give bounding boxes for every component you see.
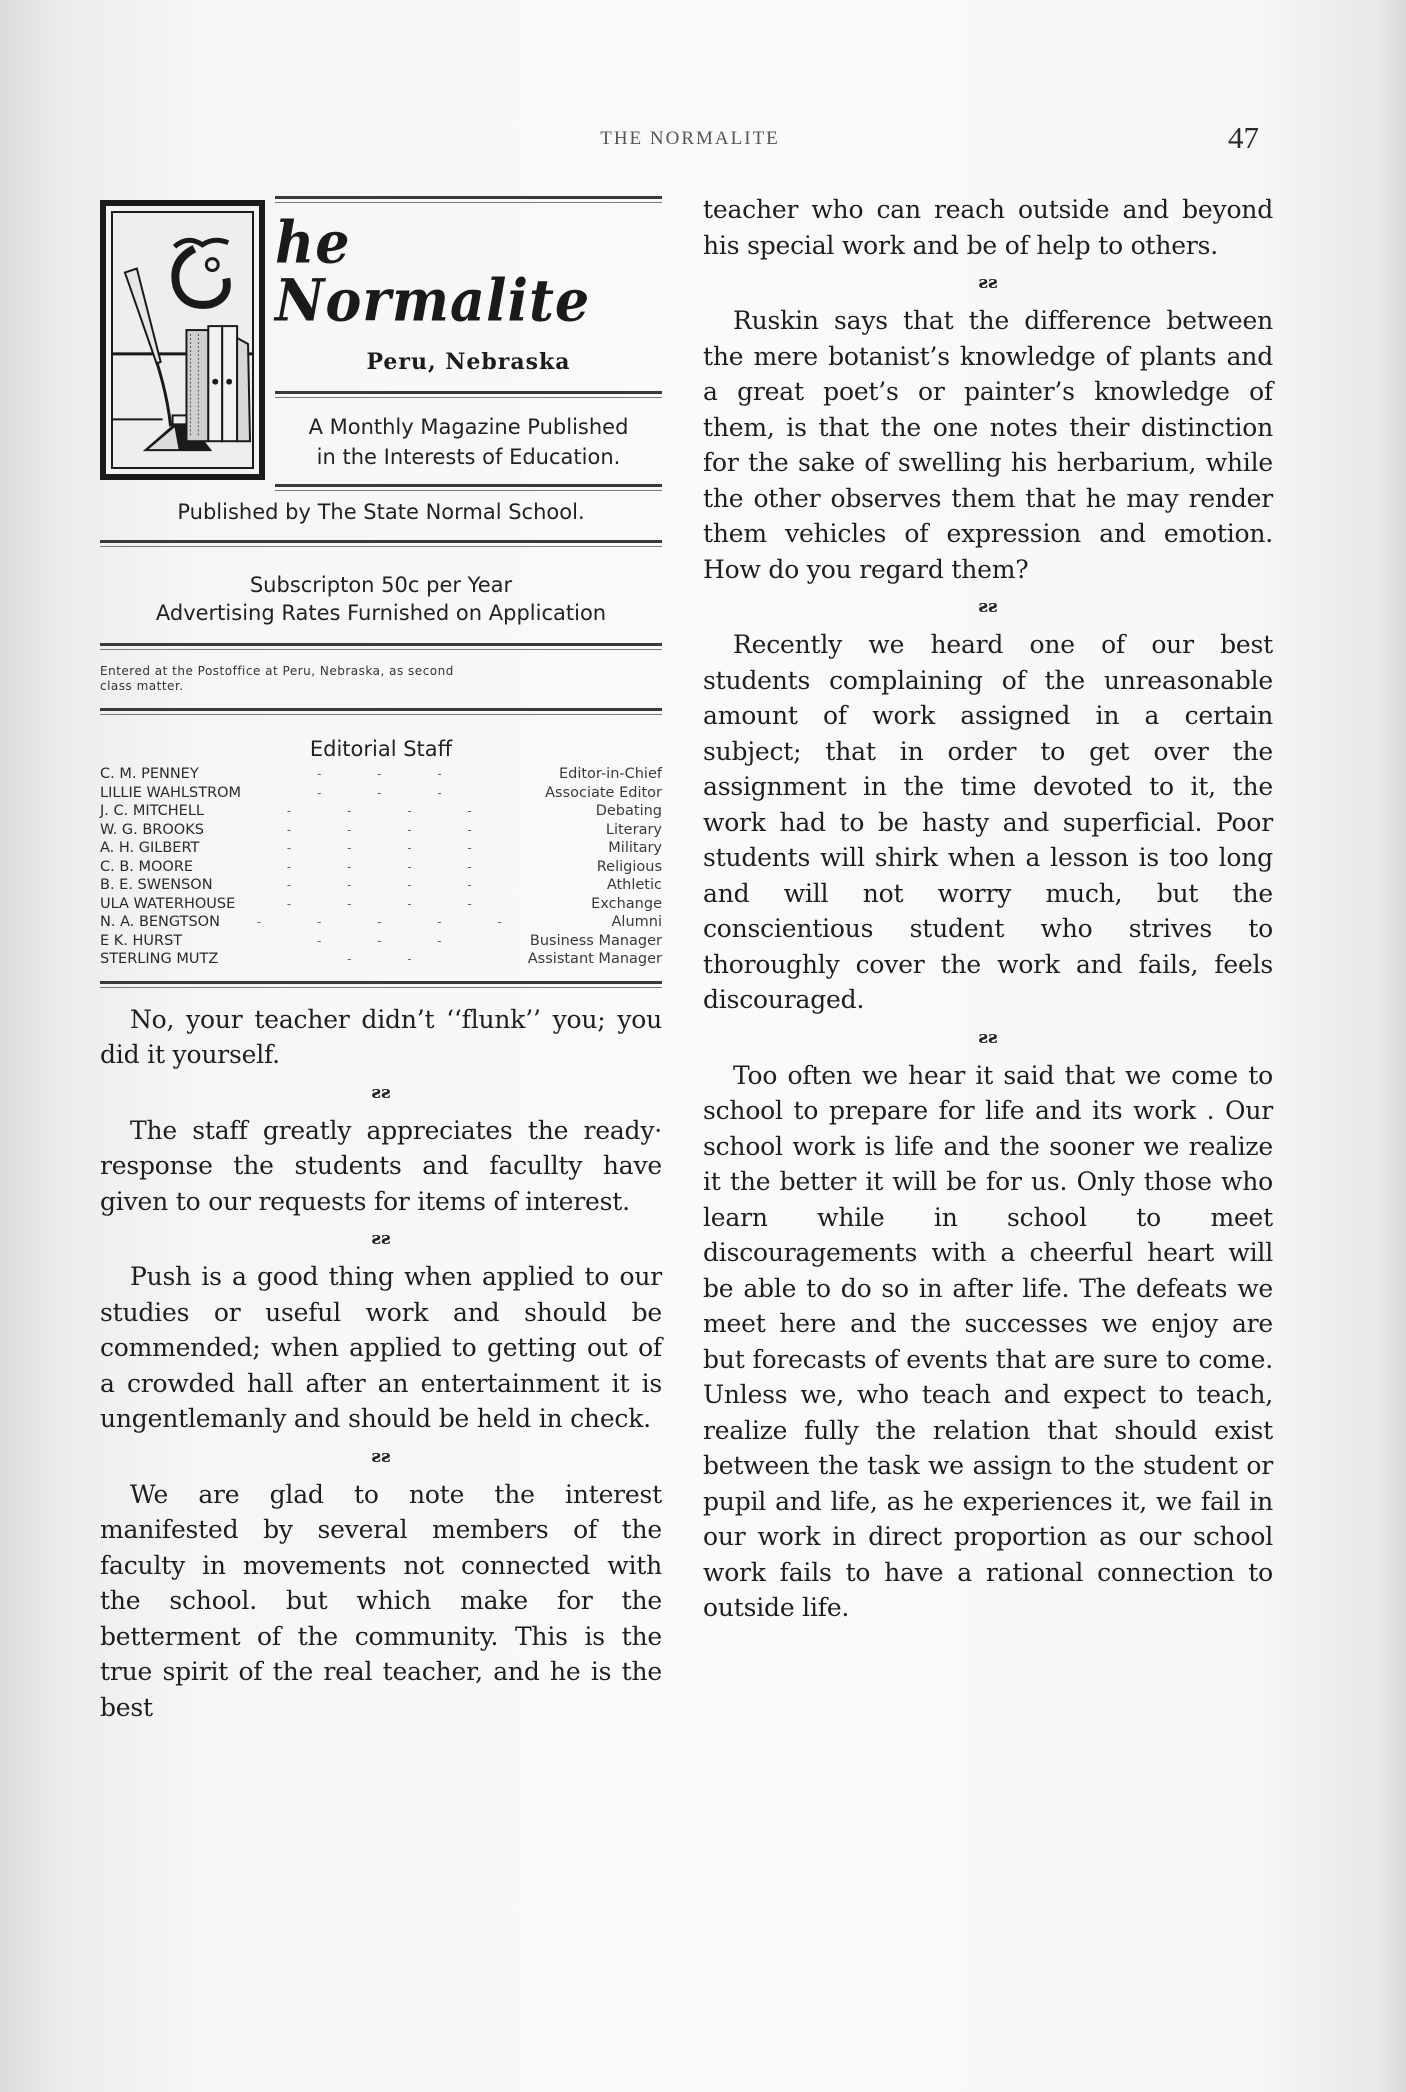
staff-role: Literary [605,821,662,838]
staff-row [100,913,662,932]
staff-row [100,895,662,914]
left-editorials [100,1002,662,1726]
staff-role: Debating [595,803,662,819]
editorial-paragraph: The staff greatly appreciates the ready· response the students and facullty have given to our requests for items of interest. [100,1115,662,1216]
rule [275,391,662,398]
staff-row [100,821,662,840]
leader-dashes: - - - - [286,896,498,911]
staff-name: LILLIE WAHLSTROM [100,784,242,801]
section-divider-ornament: ƨƨ [371,1229,391,1249]
leader-dashes: - - [347,952,438,966]
published-by: Published by The State Normal School. [177,500,585,524]
rule [275,196,662,203]
staff-name: C. M. PENNEY [100,766,199,782]
staff-role: Editor-in-Chief [558,766,662,782]
postal-notice-line-2: class matter. [100,679,184,693]
masthead-text [275,196,662,491]
postal-notice-line-1: Entered at the Postoffice at Peru, Nebraska, as second [100,664,454,678]
masthead-tagline [275,412,662,472]
staff-role: Military [608,840,662,856]
staff-role: Alumni [611,914,662,930]
staff-name: E K. HURST [100,932,183,949]
leader-dashes: - - - - [286,804,498,818]
staff-name: N. A. BENGTSON [100,914,220,930]
leader-dashes: - - - - [286,841,498,855]
staff-row [100,876,662,895]
masthead-title: he Normalite [275,207,591,335]
tagline-line-2: in the Interests of Education. [316,445,621,469]
subscription-info [100,571,662,627]
rule [100,643,662,650]
leader-dashes: - - - - [286,878,498,892]
staff-row [100,784,662,803]
staff-role: Business Manager [529,932,662,949]
rule [275,484,662,491]
staff-name: A. H. GILBERT [100,840,200,856]
editorial-paragraph: We are glad to note the interest manifested by several members of the faculty in movements not connected with the school. but which make for the betterment of the community. This is the true spirit of the real teacher, and he is the best [100,1479,662,1722]
staff-row [100,858,662,877]
staff-name: J. C. MITCHELL [100,803,204,819]
left-column [100,196,662,1725]
staff-name: C. B. MOORE [100,858,194,875]
editorial-paragraph: Recently we heard one of our best students complaining of the unreasonable amount of work assigned in a certain subject; that in order to get over the assignment in the time devoted to it, the work had to be hasty and superficial. Poor students will shirk when a lesson is too long and will not worry much, but the conscientious student who strives to thoroughly cover the work and fails, feels discouraged. [703,630,1273,1014]
postal-notice [100,664,662,694]
editorial-staff-table [100,765,662,969]
right-column [703,192,1273,1626]
section-divider-ornament: ƨƨ [978,273,998,293]
bookshelf-quill-illustration-icon [111,211,254,469]
staff-name: STERLING MUTZ [100,951,219,967]
section-divider-ornament: ƨƨ [371,1082,391,1103]
leader-dashes: - - - [316,767,468,781]
advertising-rates: Advertising Rates Furnished on Application [155,601,607,625]
illustration-svg [113,213,252,467]
rule [100,540,662,547]
leader-dashes: - - - - - [256,915,528,929]
staff-row [100,950,662,969]
staff-role: Religious [596,858,662,875]
staff-role: Assistant Manager [527,951,662,967]
rule [100,981,662,988]
masthead-logo [100,200,265,480]
staff-name: B. E. SWENSON [100,877,213,893]
masthead-place: Peru, Nebraska [366,349,571,375]
staff-role: Associate Editor [545,784,662,801]
section-divider-ornament: ƨƨ [978,597,998,617]
editorial-paragraph: Too often we hear it said that we come to school to prepare for life and its work . Our school work is life and the sooner we realize it the better it will be for us. Only those who learn while in school to meet discouragements with a cheerful heart will be able to do so in after life. The defeats we meet here and the successes we enjoy are but forecasts of events that are sure to come. Unless we, who teach and expect to teach, realize fully the relation that should exist between the task we assign to the student or pupil and life, as he experiences it, we fail in our work in direct proportion as our school work fails to have a rational connection to outside life. [703,1060,1273,1622]
staff-role: Athletic [606,877,662,893]
staff-row [100,765,662,784]
section-divider-ornament: ƨƨ [371,1446,391,1467]
rule [100,708,662,715]
editorial-staff-title: Editorial Staff [309,737,453,761]
leader-dashes: - - - [316,785,468,800]
staff-name: ULA WATERHOUSE [100,895,236,912]
editorial-paragraph: No, your teacher didn’t ‘‘flunk’’ you; you did it yourself. [100,1004,662,1069]
editorial-paragraph: Ruskin says that the difference between the mere botanist’s knowledge of plants and a great poet’s or painter’s knowledge of them, is that the one notes their distinction for the sake of swelling his herbarium, while the other observes them that he may render them vehicles of expression and emotion. How do you regard them? [703,306,1273,584]
masthead [100,196,662,486]
leader-dashes: - - - [316,933,468,948]
staff-name: W. G. BROOKS [100,821,204,838]
running-title: THE NORMALITE [600,128,780,149]
leader-dashes: - - - - [286,859,498,874]
subscription-price: Subscripton 50c per Year [249,573,513,597]
tagline-line-1: A Monthly Magazine Published [308,415,629,439]
leader-dashes: - - - - [286,822,498,837]
staff-row [100,839,662,858]
staff-row [100,802,662,821]
editorial-paragraph: Push is a good thing when applied to our studies or useful work and should be commended; when applied to getting out of a crowded hall after an entertainment it is ungentlemanly and should be held in check. [100,1262,662,1433]
staff-role: Exchange [591,895,662,912]
staff-row [100,932,662,951]
continued-paragraph: teacher who can reach outside and beyond his special work and be of help to others. [703,195,1273,260]
page-number: 47 [1228,120,1259,155]
section-divider-ornament: ƨƨ [978,1027,998,1048]
